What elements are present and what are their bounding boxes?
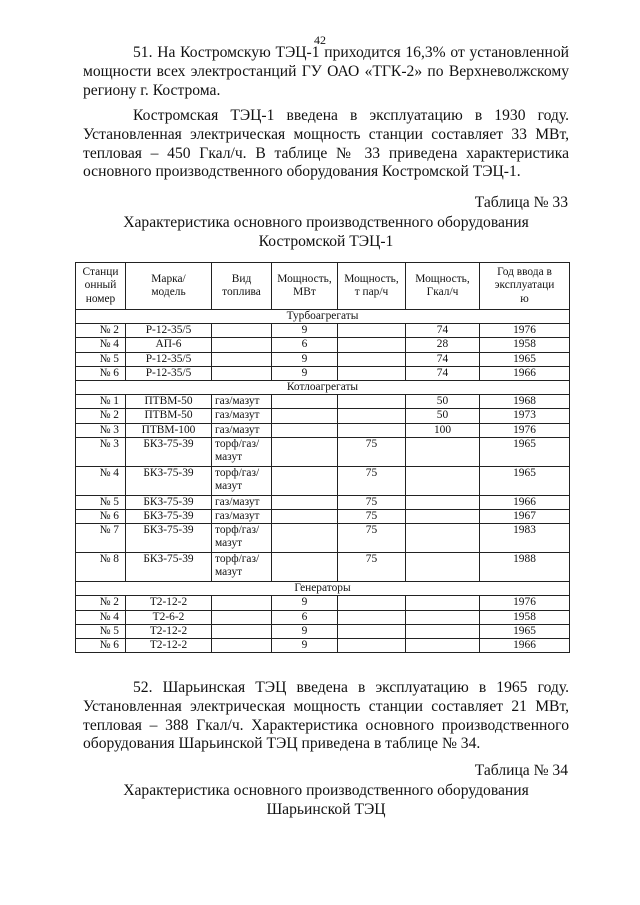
column-header: Год ввода в эксплуатаци ю xyxy=(480,263,570,310)
table-cell xyxy=(338,324,406,338)
table-cell xyxy=(272,395,338,409)
table-cell xyxy=(212,639,272,653)
table-cell xyxy=(338,352,406,366)
table-row xyxy=(76,437,570,466)
paragraph-line: тепловая – 388 Гкал/ч. Характеристика основного производственного xyxy=(83,716,569,734)
table-cell: 1988 xyxy=(480,553,570,582)
table-row xyxy=(76,524,570,553)
table-cell: ПТВМ-50 xyxy=(126,395,212,409)
column-header: Вид топлива xyxy=(212,263,272,310)
table-cell: 1965 xyxy=(480,352,570,366)
paragraph-line: основного производственного оборудования Костромской ТЭЦ-1. xyxy=(83,163,521,181)
paragraph-52 xyxy=(83,679,569,754)
table-cell: № 2 xyxy=(76,596,126,610)
caption-line: Характеристика основного производственного оборудования xyxy=(123,214,529,231)
table-cell xyxy=(272,423,338,437)
table-cell: Т2-12-2 xyxy=(126,596,212,610)
table-cell: 1967 xyxy=(480,510,570,524)
table-cell: 9 xyxy=(272,639,338,653)
table-cell: 1968 xyxy=(480,395,570,409)
table-cell: торф/газ/ мазут xyxy=(212,466,272,495)
table-cell: газ/мазут xyxy=(212,510,272,524)
table-cell: 1966 xyxy=(480,366,570,380)
table-cell xyxy=(406,437,480,466)
table-cell: Т2-6-2 xyxy=(126,610,212,624)
table-cell: 1973 xyxy=(480,409,570,423)
section-row xyxy=(76,310,570,324)
table-cell: Р-12-35/5 xyxy=(126,352,212,366)
table-row xyxy=(76,466,570,495)
table-cell: № 5 xyxy=(76,352,126,366)
table-33-caption xyxy=(83,213,569,251)
table-cell: 74 xyxy=(406,352,480,366)
table-cell: № 5 xyxy=(76,624,126,638)
table-row xyxy=(76,395,570,409)
table-cell: № 3 xyxy=(76,423,126,437)
table-cell: 75 xyxy=(338,437,406,466)
table-cell: № 4 xyxy=(76,610,126,624)
table-cell: 1965 xyxy=(480,437,570,466)
column-header: Мощность, МВт xyxy=(272,263,338,310)
paragraph-line: Установленная электрическая мощность станции составляет 33 МВт, xyxy=(83,125,569,143)
table-row xyxy=(76,352,570,366)
table-cell: № 2 xyxy=(76,409,126,423)
table-row xyxy=(76,596,570,610)
table-cell: 1965 xyxy=(480,466,570,495)
table-row xyxy=(76,409,570,423)
table-cell: 1965 xyxy=(480,624,570,638)
section-title: Генераторы xyxy=(76,582,570,596)
table-cell: № 5 xyxy=(76,495,126,509)
table-cell: 28 xyxy=(406,338,480,352)
column-header: Марка/ модель xyxy=(126,263,212,310)
table-cell xyxy=(406,596,480,610)
table-cell xyxy=(338,624,406,638)
table-33-label: Таблица № 33 xyxy=(474,194,568,211)
paragraph-line: Костромская ТЭЦ-1 введена в эксплуатацию в 1930 году. xyxy=(133,107,569,124)
table-cell: № 3 xyxy=(76,437,126,466)
table-cell: БКЗ-75-39 xyxy=(126,495,212,509)
table-cell: 1983 xyxy=(480,524,570,553)
table-cell: торф/газ/ мазут xyxy=(212,553,272,582)
table-row xyxy=(76,366,570,380)
table-cell: Т2-12-2 xyxy=(126,624,212,638)
table-row xyxy=(76,624,570,638)
table-cell: 1966 xyxy=(480,639,570,653)
table-cell xyxy=(406,553,480,582)
paragraph-line: мощности всех электростанций ГУ ОАО «ТГК-2» по Верхневолжскому xyxy=(83,62,569,80)
caption-line: Характеристика основного производственного оборудования xyxy=(123,782,529,799)
table-cell xyxy=(212,324,272,338)
table-cell: № 4 xyxy=(76,338,126,352)
table-34-label: Таблица № 34 xyxy=(474,762,568,779)
table-cell: Р-12-35/5 xyxy=(126,366,212,380)
table-cell: 6 xyxy=(272,610,338,624)
table-cell: 6 xyxy=(272,338,338,352)
table-cell: № 2 xyxy=(76,324,126,338)
column-header: Мощность, Гкал/ч xyxy=(406,263,480,310)
table-row xyxy=(76,610,570,624)
table-cell xyxy=(406,510,480,524)
table-row xyxy=(76,423,570,437)
table-cell xyxy=(272,437,338,466)
equipment-table xyxy=(75,262,570,653)
table-cell: БКЗ-75-39 xyxy=(126,553,212,582)
table-cell: № 6 xyxy=(76,639,126,653)
table-cell xyxy=(338,423,406,437)
table-cell: газ/мазут xyxy=(212,495,272,509)
table-row xyxy=(76,510,570,524)
section-title: Турбоагрегаты xyxy=(76,310,570,324)
table-row xyxy=(76,639,570,653)
table-cell xyxy=(272,409,338,423)
table-cell xyxy=(272,524,338,553)
table-cell: 1976 xyxy=(480,423,570,437)
table-cell: БКЗ-75-39 xyxy=(126,437,212,466)
table-cell xyxy=(338,366,406,380)
table-cell xyxy=(272,553,338,582)
table-cell: 75 xyxy=(338,553,406,582)
table-cell: № 7 xyxy=(76,524,126,553)
table-cell: торф/газ/ мазут xyxy=(212,437,272,466)
table-cell: ПТВМ-100 xyxy=(126,423,212,437)
table-cell: № 6 xyxy=(76,510,126,524)
table-cell xyxy=(212,338,272,352)
table-row xyxy=(76,495,570,509)
table-cell: 9 xyxy=(272,324,338,338)
table-cell: 1958 xyxy=(480,338,570,352)
table-cell: БКЗ-75-39 xyxy=(126,510,212,524)
table-cell: 1976 xyxy=(480,596,570,610)
section-row xyxy=(76,381,570,395)
table-row xyxy=(76,324,570,338)
table-cell: торф/газ/ мазут xyxy=(212,524,272,553)
table-cell xyxy=(338,395,406,409)
paragraph-line: 52. Шарьинская ТЭЦ введена в эксплуатацию в 1965 году. xyxy=(133,679,569,696)
paragraph-line: тепловая – 450 Гкал/ч. В таблице № 33 приведена характеристика xyxy=(83,144,569,162)
table-cell xyxy=(338,338,406,352)
caption-line: Костромской ТЭЦ-1 xyxy=(258,233,394,250)
table-cell: 9 xyxy=(272,352,338,366)
table-cell: Р-12-35/5 xyxy=(126,324,212,338)
table-cell: 1966 xyxy=(480,495,570,509)
table-cell: 75 xyxy=(338,495,406,509)
table-cell: БКЗ-75-39 xyxy=(126,524,212,553)
table-cell: 50 xyxy=(406,409,480,423)
table-cell: газ/мазут xyxy=(212,409,272,423)
table-cell: 9 xyxy=(272,366,338,380)
section-row xyxy=(76,582,570,596)
table-cell xyxy=(212,352,272,366)
table-cell: № 1 xyxy=(76,395,126,409)
table-34-caption xyxy=(83,781,569,819)
table-cell: БКЗ-75-39 xyxy=(126,466,212,495)
table-cell: № 8 xyxy=(76,553,126,582)
table-cell xyxy=(406,624,480,638)
table-cell xyxy=(212,624,272,638)
column-header: Станци онный номер xyxy=(76,263,126,310)
table-cell xyxy=(338,610,406,624)
page-number: 42 xyxy=(314,33,326,47)
table-cell xyxy=(406,639,480,653)
table-cell xyxy=(272,510,338,524)
table-cell: 74 xyxy=(406,366,480,380)
table-cell: 75 xyxy=(338,466,406,495)
table-cell: 75 xyxy=(338,524,406,553)
table-cell: газ/мазут xyxy=(212,395,272,409)
table-cell: № 6 xyxy=(76,366,126,380)
table-cell xyxy=(338,639,406,653)
paragraph-kostroma-tec xyxy=(83,107,569,182)
caption-line: Шарьинской ТЭЦ xyxy=(266,801,386,818)
table-cell xyxy=(272,495,338,509)
table-cell xyxy=(406,610,480,624)
paragraph-line: оборудования Шарьинской ТЭЦ приведена в таблице № 34. xyxy=(83,735,481,753)
table-cell xyxy=(338,596,406,610)
table-cell xyxy=(406,466,480,495)
table-cell: 9 xyxy=(272,624,338,638)
table-cell: Т2-12-2 xyxy=(126,639,212,653)
table-cell: № 4 xyxy=(76,466,126,495)
table-cell: АП-6 xyxy=(126,338,212,352)
table-cell xyxy=(338,409,406,423)
section-title: Котлоагрегаты xyxy=(76,381,570,395)
table-row xyxy=(76,553,570,582)
table-cell: 1976 xyxy=(480,324,570,338)
table-cell: 100 xyxy=(406,423,480,437)
table-cell: 9 xyxy=(272,596,338,610)
table-cell: 74 xyxy=(406,324,480,338)
table-cell xyxy=(212,610,272,624)
column-header: Мощность, т пар/ч xyxy=(338,263,406,310)
paragraph-line: 51. На Костромскую ТЭЦ-1 приходится 16,3% от установленной xyxy=(133,44,569,61)
table-cell: 50 xyxy=(406,395,480,409)
table-cell: 75 xyxy=(338,510,406,524)
table-cell: ПТВМ-50 xyxy=(126,409,212,423)
table-body xyxy=(76,310,570,653)
table-cell: 1958 xyxy=(480,610,570,624)
table-row xyxy=(76,338,570,352)
table-header-row xyxy=(76,263,570,310)
table-cell xyxy=(406,524,480,553)
table-cell xyxy=(406,495,480,509)
table-cell: газ/мазут xyxy=(212,423,272,437)
paragraph-line: региону г. Кострома. xyxy=(83,81,221,99)
table-cell xyxy=(272,466,338,495)
paragraph-51 xyxy=(83,44,569,100)
paragraph-line: Установленная электрическая мощность станции составляет 21 МВт, xyxy=(83,697,569,715)
table-cell xyxy=(212,596,272,610)
table-cell xyxy=(212,366,272,380)
